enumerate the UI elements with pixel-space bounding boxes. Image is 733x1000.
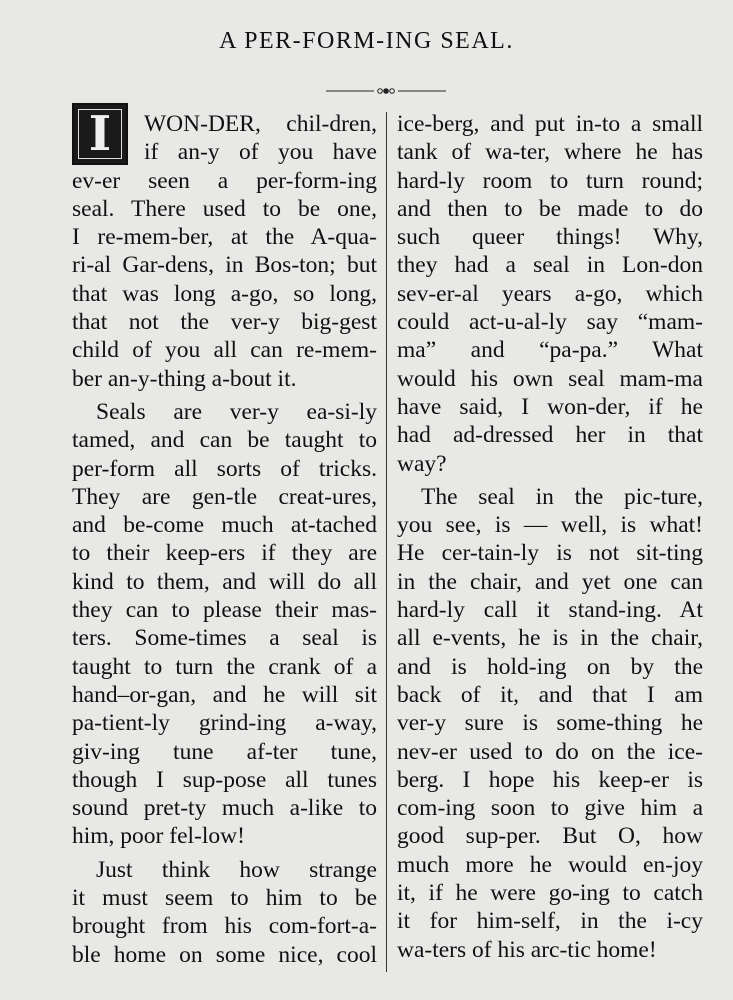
text-line: nev-er used to do on the ice- (397, 738, 703, 765)
text-line: sev-er-al years a-go, which (397, 280, 703, 307)
text-line: ice-berg, and put in-to a small (397, 111, 703, 137)
text-line: per-form all sorts of tricks. (72, 455, 377, 482)
text-line: The seal in the pic-ture, (421, 483, 703, 510)
text-line: seal. There used to be one, (72, 195, 377, 222)
text-line: it for him-self, in the i-cy (397, 908, 703, 935)
text-line: hard-ly call it stand-ing. At (397, 597, 703, 624)
text-line: I re-mem-ber, at the A-qua- (72, 224, 377, 251)
text-line: such queer things! Why, (397, 224, 703, 251)
right-column (397, 110, 703, 964)
text-line: good sup-per. But O, how (397, 823, 703, 850)
text-line: you see, is — well, is what! (397, 512, 703, 539)
text-line: tank of wa-ter, where he has (397, 139, 703, 166)
column-divider (386, 112, 387, 972)
text-line: taught to turn the crank of a (72, 653, 377, 680)
text-line: ri-al Gar-dens, in Bos-ton; but (72, 252, 377, 279)
ornament-divider-icon (326, 86, 446, 96)
text-line: and then to be made to do (397, 195, 703, 222)
text-line: sound pret-ty much a-like to (72, 795, 377, 822)
text-line: that not the ver-y big-gest (72, 309, 377, 336)
text-line: ble home on some nice, cool (72, 941, 377, 968)
text-line: and be-come much at-tached (72, 512, 377, 539)
text-line: ver-y sure is some-thing he (397, 710, 703, 737)
text-line: ma” and “pa-pa.” What (397, 337, 703, 364)
text-line: it must seem to him to be (72, 885, 377, 912)
text-line: hard-ly room to turn round; (397, 167, 703, 194)
text-line: tamed, and can be taught to (72, 427, 377, 454)
text-line: it, if he were go-ing to catch (397, 880, 703, 907)
text-line: Seals are ver-y ea-si-ly (96, 398, 377, 425)
text-line: ters. Some-times a seal is (72, 625, 377, 652)
text-line: if an-y of you have (144, 139, 377, 166)
text-line: him, poor fel-low! (72, 823, 245, 850)
text-line: they had a seal in Lon-don (397, 252, 703, 279)
text-line: giv-ing tune af-ter tune, (72, 738, 377, 765)
text-line: way? (397, 450, 447, 477)
text-line: wa-ters of his arc-tic home! (397, 936, 657, 963)
text-line: hand–or-gan, and he will sit (72, 681, 377, 708)
text-line: back of it, and that I am (397, 681, 703, 708)
text-line: could act-u-al-ly say “mam- (397, 309, 703, 336)
text-line: though I sup-pose all tunes (72, 766, 377, 793)
text-line: He cer-tain-ly is not sit-ting (397, 540, 703, 567)
text-line: They are gen-tle creat-ures, (72, 483, 377, 510)
text-line: WON-DER, chil-dren, (144, 111, 377, 137)
text-line: Just think how strange (96, 856, 377, 883)
text-line: that was long a-go, so long, (72, 280, 377, 307)
text-line: kind to them, and will do all (72, 568, 377, 595)
page-title: A PER-FORM-ING SEAL. (219, 28, 514, 54)
text-line: com-ing soon to give him a (397, 795, 703, 822)
left-column (72, 110, 377, 969)
text-line: would his own seal mam-ma (397, 365, 703, 392)
text-line: all e-vents, he is in the chair, (397, 625, 703, 652)
text-line: ber an-y-thing a-bout it. (72, 365, 297, 392)
text-line: much more he would en-joy (397, 851, 703, 878)
text-line: had ad-dressed her in that (397, 422, 703, 449)
text-line: child of you all can re-mem- (72, 337, 377, 364)
text-line: in the chair, and yet one can (397, 568, 703, 595)
text-line: they can to please their mas- (72, 597, 377, 624)
drop-cap-letter: I (88, 106, 112, 162)
text-line: brought from his com-fort-a- (72, 913, 377, 940)
text-line: and is hold-ing on by the (397, 653, 703, 680)
text-line: berg. I hope his keep-er is (397, 766, 703, 793)
text-line: to their keep-ers if they are (72, 540, 377, 567)
text-line: ev-er seen a per-form-ing (72, 167, 377, 194)
text-line: pa-tient-ly grind-ing a-way, (72, 710, 377, 737)
text-line: have said, I won-der, if he (397, 393, 703, 420)
